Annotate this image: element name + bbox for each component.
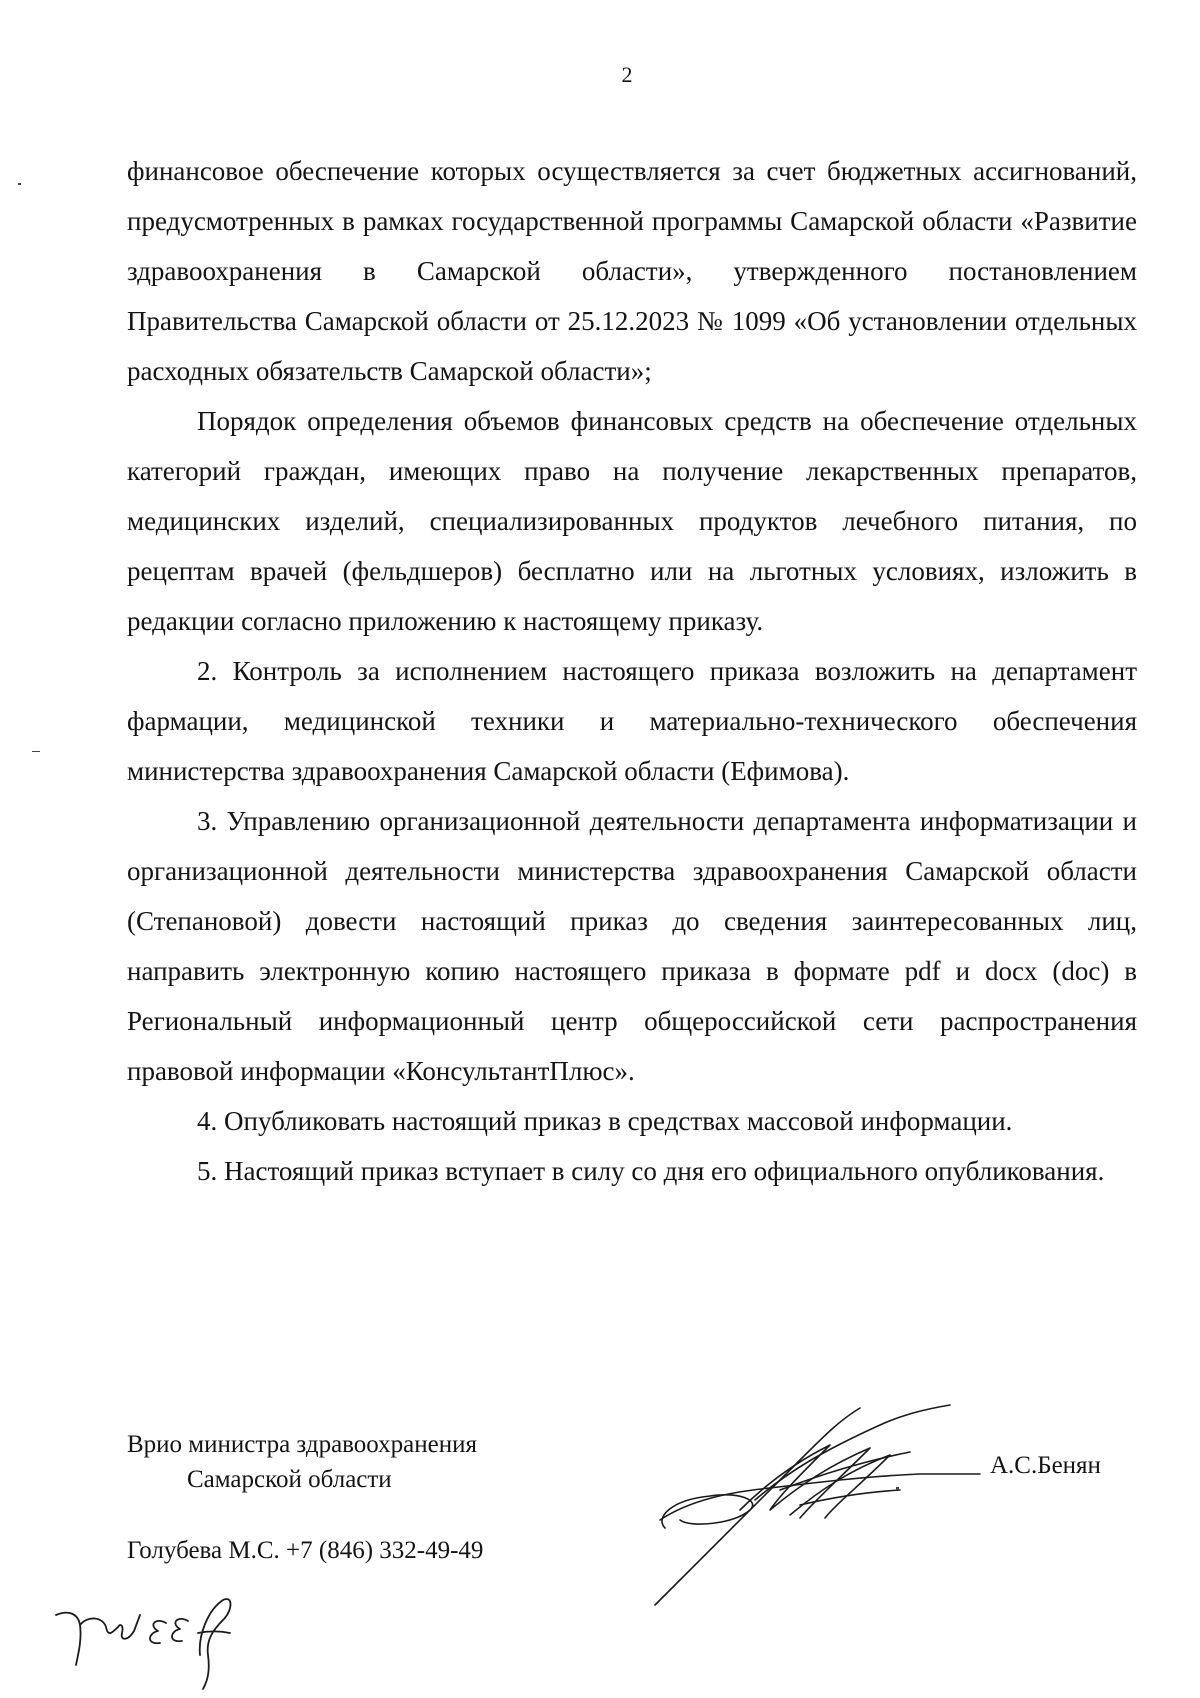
- document-body: [127, 146, 1137, 1196]
- paragraph-item-3: 3. Управлению организационной деятельности департамента информатизации и организационной деятельности министерства здравоохранения Самарской области (Степановой) довести настоящий приказ до сведения заинтересованных лиц, направить электронную копию настоящего приказа в формате pdf и docx (doc) в Региональный информационный центр общероссийской сети распространения правовой информации «КонсультантПлюс».: [127, 806, 1137, 1086]
- scan-dash: [32, 751, 40, 752]
- paragraph-item-5: 5. Настоящий приказ вступает в силу со дня его официального опубликования.: [197, 1156, 1105, 1186]
- signer-name: А.С.Бенян: [990, 1452, 1101, 1479]
- handwritten-initials: [48, 1585, 258, 1695]
- scan-dot: [896, 1487, 899, 1490]
- handwritten-signature: [650, 1400, 1000, 1610]
- page-number: 2: [621, 62, 633, 87]
- paragraph-funding: финансовое обеспечение которых осуществляется за счет бюджетных ассигнований, предусмотренных в рамках государственной программы Самарской области «Развитие здравоохранения в Самарской области», утвержденного постановлением Правительства Самарской области от 25.12.2023 № 1099 «Об установлении отдельных расходных обязательств Самарской области»;: [127, 156, 1137, 386]
- scan-dot: [18, 183, 21, 185]
- paragraph-item-4: 4. Опубликовать настоящий приказ в средствах массовой информации.: [197, 1106, 1013, 1136]
- signature-position: [127, 1427, 477, 1497]
- paragraph-procedure: Порядок определения объемов финансовых средств на обеспечение отдельных категорий граждан, имеющих право на получение лекарственных препаратов, медицинских изделий, специализированных продуктов лечебного питания, по рецептам врачей (фельдшеров) бесплатно или на льготных условиях, изложить в редакции согласно приложению к настоящему приказу.: [127, 406, 1137, 636]
- contact-info: Голубева М.С. +7 (846) 332-49-49: [127, 1537, 484, 1564]
- paragraph-item-2: 2. Контроль за исполнением настоящего приказа возложить на департамент фармации, медицинской техники и материально-технического обеспечения министерства здравоохранения Самарской области (Ефимова).: [127, 656, 1137, 786]
- position-region: Самарской области: [187, 1466, 392, 1493]
- position-title: Врио министра здравоохранения: [127, 1431, 478, 1458]
